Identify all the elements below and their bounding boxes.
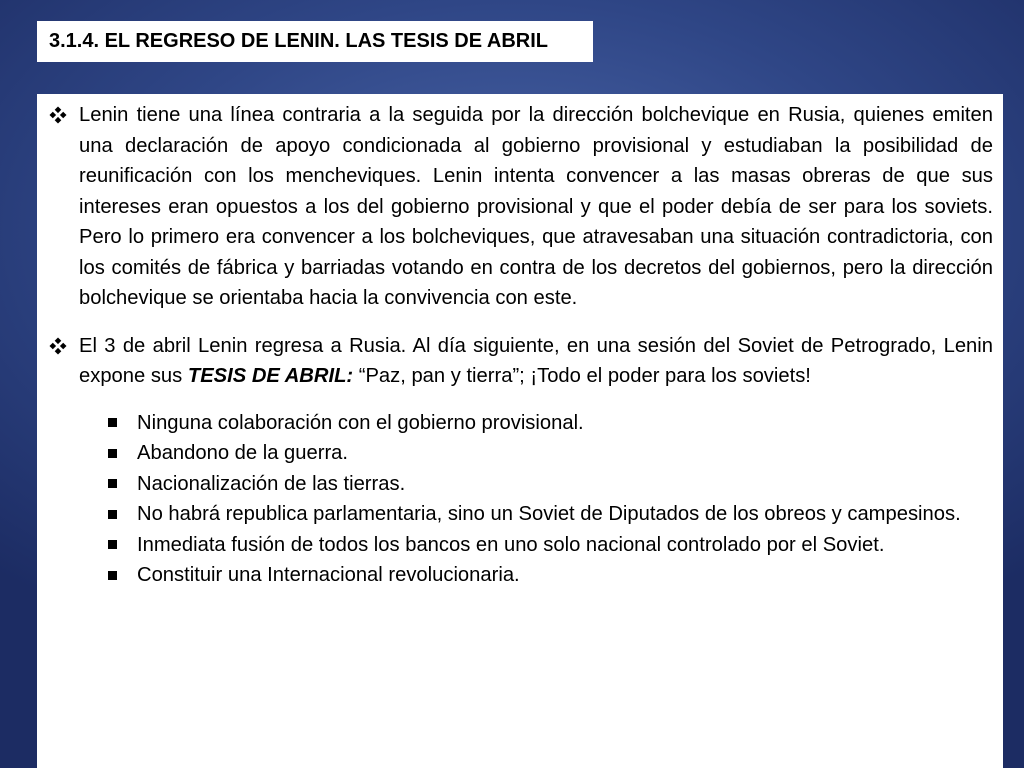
list-item <box>98 408 993 439</box>
list-item <box>98 560 993 591</box>
square-bullet-icon <box>98 499 137 530</box>
list-item-text: No habrá republica parlamentaria, sino un Soviet de Diputados de los obreos y campesinos. <box>137 503 961 525</box>
four-diamond-bullet-icon <box>45 100 79 130</box>
paragraph-2-slogan: “Paz, pan y tierra”; ¡Todo el poder para los soviets! <box>353 365 811 387</box>
list-item <box>98 499 993 530</box>
slide-title-box <box>37 21 593 62</box>
paragraph-2-text <box>79 331 993 392</box>
paragraph-2 <box>45 331 993 392</box>
list-item-text: Constituir una Internacional revolucionaria. <box>137 564 520 586</box>
square-bullet-icon <box>98 530 137 561</box>
square-bullet-icon <box>98 408 137 439</box>
list-item-text: Ninguna colaboración con el gobierno provisional. <box>137 411 584 434</box>
slide-title: 3.1.4. EL REGRESO DE LENIN. LAS TESIS DE ABRIL <box>49 30 548 52</box>
square-bullet-icon <box>98 560 137 591</box>
paragraph-2-intro: El 3 de abril Lenin regresa a Rusia. Al día siguiente, en una sesión del Soviet de Petrogrado, Lenin expone sus <box>79 334 993 387</box>
square-bullet-icon <box>98 469 137 500</box>
four-diamond-bullet-icon <box>45 331 79 361</box>
list-item <box>98 469 993 500</box>
tesis-list <box>45 408 993 591</box>
tesis-de-abril-emphasis: TESIS DE ABRIL: <box>187 365 354 387</box>
list-item-text: Nacionalización de las tierras. <box>137 472 406 495</box>
list-item <box>98 438 993 469</box>
square-bullet-icon <box>98 438 137 469</box>
content-panel <box>37 94 1003 768</box>
list-item <box>98 530 993 561</box>
list-item-text: Inmediata fusión de todos los bancos en uno solo nacional controlado por el Soviet. <box>137 533 885 556</box>
paragraph-1-text: Lenin tiene una línea contraria a la seguida por la dirección bolchevique en Rusia, quienes emiten una declaración de apoyo condicionada al gobierno provisional y estudiaban la posibilidad de reunificación con los mencheviques. Lenin intenta convencer a las masas obreras de que sus intereses eran opuestos a los del gobierno provisional y que el poder debía de ser para los soviets. Pero lo primero era convencer a los bolcheviques, que atravesaban una situación contradictoria, con los comités de fábrica y barriadas votando en contra de los decretos del gobiernos, pero la dirección bolchevique se orientaba hacia la convivencia con este. <box>79 104 993 309</box>
list-item-text: Abandono de la guerra. <box>137 442 349 464</box>
paragraph-1 <box>45 100 993 314</box>
